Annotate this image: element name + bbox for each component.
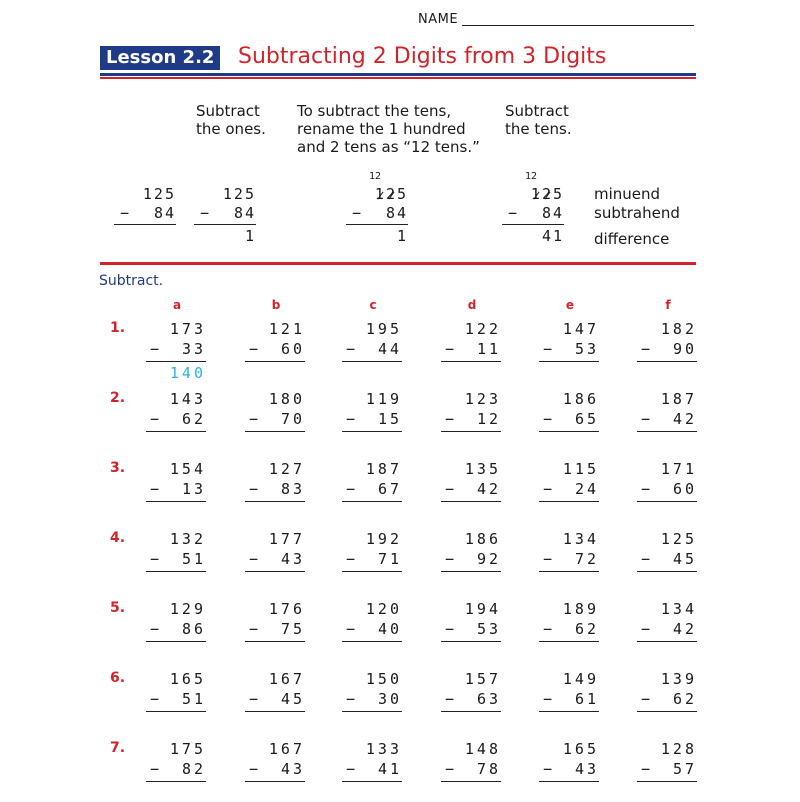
subtraction-problem <box>445 319 501 382</box>
subtraction-problem <box>150 529 206 592</box>
subtrahend: 78 <box>476 760 501 778</box>
answer-field[interactable] <box>543 432 599 452</box>
step-line: To subtract the tens, <box>297 102 452 120</box>
subtrahend: 44 <box>377 340 402 358</box>
subtraction-problem <box>641 389 697 452</box>
answer-field[interactable]: 140 <box>169 364 206 382</box>
minuend: 180 <box>268 390 305 408</box>
minus-sign: − <box>249 550 259 568</box>
subtraction-problem <box>641 739 697 802</box>
subtrahend: 42 <box>476 480 501 498</box>
subtrahend: 13 <box>181 480 206 498</box>
subtrahend: 63 <box>476 690 501 708</box>
subtraction-problem <box>249 669 305 732</box>
answer-field[interactable] <box>543 782 599 802</box>
answer-field[interactable] <box>445 502 501 522</box>
kept-digit: 5 <box>396 185 408 203</box>
minus-sign: − <box>346 620 356 638</box>
subtraction-problem <box>249 389 305 452</box>
subtraction-problem <box>543 529 599 592</box>
minus-sign: − <box>543 760 553 778</box>
step-subtract-tens <box>505 102 572 138</box>
minuend: 123 <box>464 390 501 408</box>
minuend: 165 <box>562 740 599 758</box>
subtrahend: 24 <box>574 480 599 498</box>
name-line[interactable] <box>462 25 694 26</box>
answer-field[interactable] <box>641 642 697 662</box>
subtrahend: 45 <box>672 550 697 568</box>
step-rename <box>297 102 480 156</box>
minuend: 149 <box>562 670 599 688</box>
subtrahend: 84 <box>541 204 564 222</box>
minus-sign: − <box>641 340 651 358</box>
answer-field[interactable] <box>249 362 305 382</box>
subtraction-problem <box>543 389 599 452</box>
answer-field[interactable] <box>249 572 305 592</box>
kept-digit: 5 <box>552 185 564 203</box>
subtrahend: 45 <box>280 690 305 708</box>
subtrahend: 60 <box>280 340 305 358</box>
minuend: 176 <box>268 600 305 618</box>
example-problem-complete <box>508 171 564 245</box>
subtrahend: 75 <box>280 620 305 638</box>
subtrahend: 43 <box>280 550 305 568</box>
subtrahend: 62 <box>574 620 599 638</box>
subtraction-problem <box>249 739 305 802</box>
subtraction-problem <box>150 599 206 662</box>
answer-field[interactable] <box>543 362 599 382</box>
minus-sign: − <box>346 550 356 568</box>
subtrahend: 60 <box>672 480 697 498</box>
subtrahend: 62 <box>181 410 206 428</box>
answer-field[interactable] <box>445 432 501 452</box>
answer-field[interactable] <box>150 782 206 802</box>
minuend: 128 <box>660 740 697 758</box>
answer: 1 <box>244 227 256 245</box>
subtraction-problem <box>249 459 305 522</box>
subtraction-problem <box>346 669 402 732</box>
minuend: 129 <box>169 600 206 618</box>
subtraction-problem <box>641 529 697 592</box>
minus-sign: − <box>150 480 160 498</box>
crossed-digit: 2 <box>541 185 553 203</box>
answer: 41 <box>541 227 564 245</box>
subtrahend: 42 <box>672 620 697 638</box>
step-line: Subtract <box>196 102 260 120</box>
example-problem-ones <box>200 185 256 245</box>
subtrahend: 84 <box>153 204 176 222</box>
minus-sign: − <box>543 620 553 638</box>
subtraction-problem <box>445 599 501 662</box>
column-letter: f <box>665 298 671 312</box>
crossed-digit: 1 <box>374 185 386 203</box>
row-number: 3. <box>110 460 126 476</box>
crossed-digit: 1 <box>530 185 542 203</box>
answer-field[interactable] <box>641 432 697 452</box>
minus-sign: − <box>249 480 259 498</box>
minuend: 122 <box>464 320 501 338</box>
subtraction-problem <box>150 739 206 802</box>
minuend: 187 <box>660 390 697 408</box>
minuend: 132 <box>169 530 206 548</box>
minuend-renamed <box>352 185 408 204</box>
answer-field[interactable] <box>150 572 206 592</box>
answer-field[interactable] <box>543 642 599 662</box>
minus-sign: − <box>641 550 651 568</box>
minuend: 175 <box>169 740 206 758</box>
minus-sign: − <box>150 410 160 428</box>
minuend-renamed <box>508 185 564 204</box>
subtraction-problem <box>346 459 402 522</box>
minus-sign: − <box>346 480 356 498</box>
subtrahend: 62 <box>672 690 697 708</box>
minuend: 134 <box>562 530 599 548</box>
minuend: 139 <box>660 670 697 688</box>
minuend: 186 <box>562 390 599 408</box>
minus-sign: − <box>641 760 651 778</box>
answer-field[interactable] <box>150 712 206 732</box>
label-minuend: minuend <box>594 185 661 203</box>
subtraction-problem <box>150 669 206 732</box>
name-label: NAME <box>418 12 459 27</box>
subtraction-problem <box>150 319 206 382</box>
answer-field[interactable] <box>641 502 697 522</box>
minus-sign: − <box>150 340 160 358</box>
subtrahend: 92 <box>476 550 501 568</box>
subtraction-problem <box>445 739 501 802</box>
minuend: 194 <box>464 600 501 618</box>
minuend: 167 <box>268 740 305 758</box>
answer-field[interactable] <box>346 432 402 452</box>
subtrahend: 40 <box>377 620 402 638</box>
subtrahend: 67 <box>377 480 402 498</box>
subtrahend: 61 <box>574 690 599 708</box>
subtrahend: 83 <box>280 480 305 498</box>
answer-field[interactable] <box>445 362 501 382</box>
title-divider-red <box>100 77 696 79</box>
minus-sign: − <box>641 620 651 638</box>
carry-mark: 12 <box>369 171 382 182</box>
minus-sign: − <box>200 204 210 222</box>
minuend: 119 <box>365 390 402 408</box>
subtraction-problem <box>150 389 206 452</box>
subtraction-problem <box>543 599 599 662</box>
subtraction-problem <box>641 599 697 662</box>
subtrahend: 43 <box>280 760 305 778</box>
answer-field[interactable] <box>543 502 599 522</box>
subtraction-problem <box>346 599 402 662</box>
answer: 1 <box>396 227 408 245</box>
subtrahend: 12 <box>476 410 501 428</box>
minus-sign: − <box>249 690 259 708</box>
row-number: 7. <box>110 740 126 756</box>
minuend: 133 <box>365 740 402 758</box>
minus-sign: − <box>445 620 455 638</box>
minus-sign: − <box>641 410 651 428</box>
answer-field[interactable] <box>445 782 501 802</box>
minuend: 177 <box>268 530 305 548</box>
column-letter: e <box>565 298 575 312</box>
minus-sign: − <box>346 760 356 778</box>
subtraction-problem <box>346 319 402 382</box>
minus-sign: − <box>445 340 455 358</box>
column-letter: c <box>369 298 377 312</box>
step-line: Subtract <box>505 102 569 120</box>
answer-field[interactable] <box>445 572 501 592</box>
answer-field[interactable] <box>641 362 697 382</box>
subtraction-problem <box>543 669 599 732</box>
subtrahend: 51 <box>181 690 206 708</box>
minuend: 154 <box>169 460 206 478</box>
row-number: 4. <box>110 530 126 546</box>
minus-sign: − <box>150 550 160 568</box>
minus-sign: − <box>543 480 553 498</box>
minus-sign: − <box>445 690 455 708</box>
minuend: 195 <box>365 320 402 338</box>
answer-field[interactable] <box>249 642 305 662</box>
row-number: 6. <box>110 670 126 686</box>
answer-field[interactable] <box>543 572 599 592</box>
subtrahend: 86 <box>181 620 206 638</box>
subtrahend: 82 <box>181 760 206 778</box>
minuend: 143 <box>169 390 206 408</box>
answer-field[interactable] <box>445 642 501 662</box>
label-subtrahend: subtrahend <box>594 204 680 222</box>
answer-field[interactable] <box>346 502 402 522</box>
answer-field[interactable] <box>445 712 501 732</box>
minus-sign: − <box>445 550 455 568</box>
step-line: the tens. <box>505 120 572 138</box>
subtraction-problem <box>445 529 501 592</box>
subtrahend: 90 <box>672 340 697 358</box>
answer-field[interactable] <box>346 782 402 802</box>
minuend: 192 <box>365 530 402 548</box>
answer-field[interactable] <box>346 712 402 732</box>
subtrahend: 84 <box>385 204 408 222</box>
minuend: 148 <box>464 740 501 758</box>
minuend: 165 <box>169 670 206 688</box>
column-letter: b <box>271 298 281 312</box>
subtraction-problem <box>346 529 402 592</box>
subtrahend: 30 <box>377 690 402 708</box>
minus-sign: − <box>150 690 160 708</box>
subtraction-problem <box>543 739 599 802</box>
subtrahend: 33 <box>181 340 206 358</box>
minuend: 182 <box>660 320 697 338</box>
section-divider <box>100 262 696 265</box>
minuend: 167 <box>268 670 305 688</box>
answer-field[interactable] <box>641 572 697 592</box>
minus-sign: − <box>543 410 553 428</box>
subtraction-problem <box>641 459 697 522</box>
row-number: 5. <box>110 600 126 616</box>
subtraction-problem <box>445 389 501 452</box>
answer-field[interactable] <box>346 642 402 662</box>
subtraction-problem <box>641 669 697 732</box>
subtrahend: 42 <box>672 410 697 428</box>
subtraction-problem <box>150 459 206 522</box>
answer-field[interactable] <box>641 712 697 732</box>
subtraction-problem <box>445 669 501 732</box>
example-problem-rename <box>352 171 408 245</box>
minus-sign: − <box>249 620 259 638</box>
column-letter: a <box>172 298 182 312</box>
example-problem-start <box>120 185 176 225</box>
minuend: 134 <box>660 600 697 618</box>
answer-field[interactable] <box>249 502 305 522</box>
minus-sign: − <box>249 410 259 428</box>
minus-sign: − <box>346 690 356 708</box>
answer-field[interactable] <box>150 502 206 522</box>
subtrahend: 15 <box>377 410 402 428</box>
answer-field[interactable] <box>346 362 402 382</box>
minuend: 173 <box>169 320 206 338</box>
answer-field[interactable] <box>543 712 599 732</box>
row-number: 2. <box>110 390 126 406</box>
minus-sign: − <box>120 204 130 222</box>
subtrahend: 72 <box>574 550 599 568</box>
lesson-badge: Lesson 2.2 <box>100 46 220 70</box>
subtrahend: 53 <box>476 620 501 638</box>
minuend: 125 <box>142 185 176 203</box>
subtrahend: 57 <box>672 760 697 778</box>
subtrahend: 41 <box>377 760 402 778</box>
minuend: 157 <box>464 670 501 688</box>
minus-sign: − <box>543 340 553 358</box>
subtrahend: 11 <box>476 340 501 358</box>
label-difference: difference <box>594 230 670 248</box>
subtraction-problem <box>543 319 599 382</box>
minus-sign: − <box>508 204 518 222</box>
minuend: 135 <box>464 460 501 478</box>
subtrahend: 53 <box>574 340 599 358</box>
minus-sign: − <box>249 340 259 358</box>
minuend: 120 <box>365 600 402 618</box>
subtrahend: 84 <box>233 204 256 222</box>
minus-sign: − <box>346 410 356 428</box>
minus-sign: − <box>445 410 455 428</box>
subtraction-problem <box>346 389 402 452</box>
minus-sign: − <box>445 480 455 498</box>
minuend: 150 <box>365 670 402 688</box>
minuend: 186 <box>464 530 501 548</box>
answer-field[interactable] <box>346 572 402 592</box>
answer-field[interactable] <box>249 712 305 732</box>
minus-sign: − <box>543 550 553 568</box>
step-line: the ones. <box>196 120 266 138</box>
title-divider-blue <box>100 73 696 76</box>
subtraction-problem <box>249 529 305 592</box>
minus-sign: − <box>543 690 553 708</box>
minus-sign: − <box>445 760 455 778</box>
section-heading: Subtract. <box>99 273 164 289</box>
minuend: 127 <box>268 460 305 478</box>
subtraction-problem <box>445 459 501 522</box>
minus-sign: − <box>150 620 160 638</box>
step-line: and 2 tens as “12 tens.” <box>297 138 480 156</box>
minuend: 125 <box>660 530 697 548</box>
subtraction-problem <box>543 459 599 522</box>
subtrahend: 43 <box>574 760 599 778</box>
subtraction-problem <box>641 319 697 382</box>
answer-field[interactable] <box>150 432 206 452</box>
subtrahend: 70 <box>280 410 305 428</box>
answer-field[interactable] <box>249 782 305 802</box>
answer-field[interactable] <box>150 642 206 662</box>
subtrahend: 51 <box>181 550 206 568</box>
answer-rule <box>114 224 176 225</box>
column-letter: d <box>467 298 477 312</box>
subtraction-problem <box>249 599 305 662</box>
answer-field[interactable] <box>249 432 305 452</box>
step-line: rename the 1 hundred <box>297 120 466 138</box>
minuend: 187 <box>365 460 402 478</box>
subtraction-problem <box>249 319 305 382</box>
minuend: 121 <box>268 320 305 338</box>
crossed-digit: 2 <box>385 185 397 203</box>
minus-sign: − <box>249 760 259 778</box>
subtrahend: 71 <box>377 550 402 568</box>
step-subtract-ones <box>196 102 266 138</box>
minuend: 147 <box>562 320 599 338</box>
row-number: 1. <box>110 320 126 336</box>
carry-mark: 12 <box>525 171 538 182</box>
minuend: 115 <box>562 460 599 478</box>
subtrahend: 65 <box>574 410 599 428</box>
minus-sign: − <box>641 480 651 498</box>
minus-sign: − <box>346 340 356 358</box>
minus-sign: − <box>641 690 651 708</box>
minuend: 171 <box>660 460 697 478</box>
minus-sign: − <box>352 204 362 222</box>
answer-field[interactable] <box>641 782 697 802</box>
subtraction-problem <box>346 739 402 802</box>
minuend: 189 <box>562 600 599 618</box>
minus-sign: − <box>150 760 160 778</box>
minuend: 125 <box>222 185 256 203</box>
lesson-title: Subtracting 2 Digits from 3 Digits <box>238 44 607 69</box>
